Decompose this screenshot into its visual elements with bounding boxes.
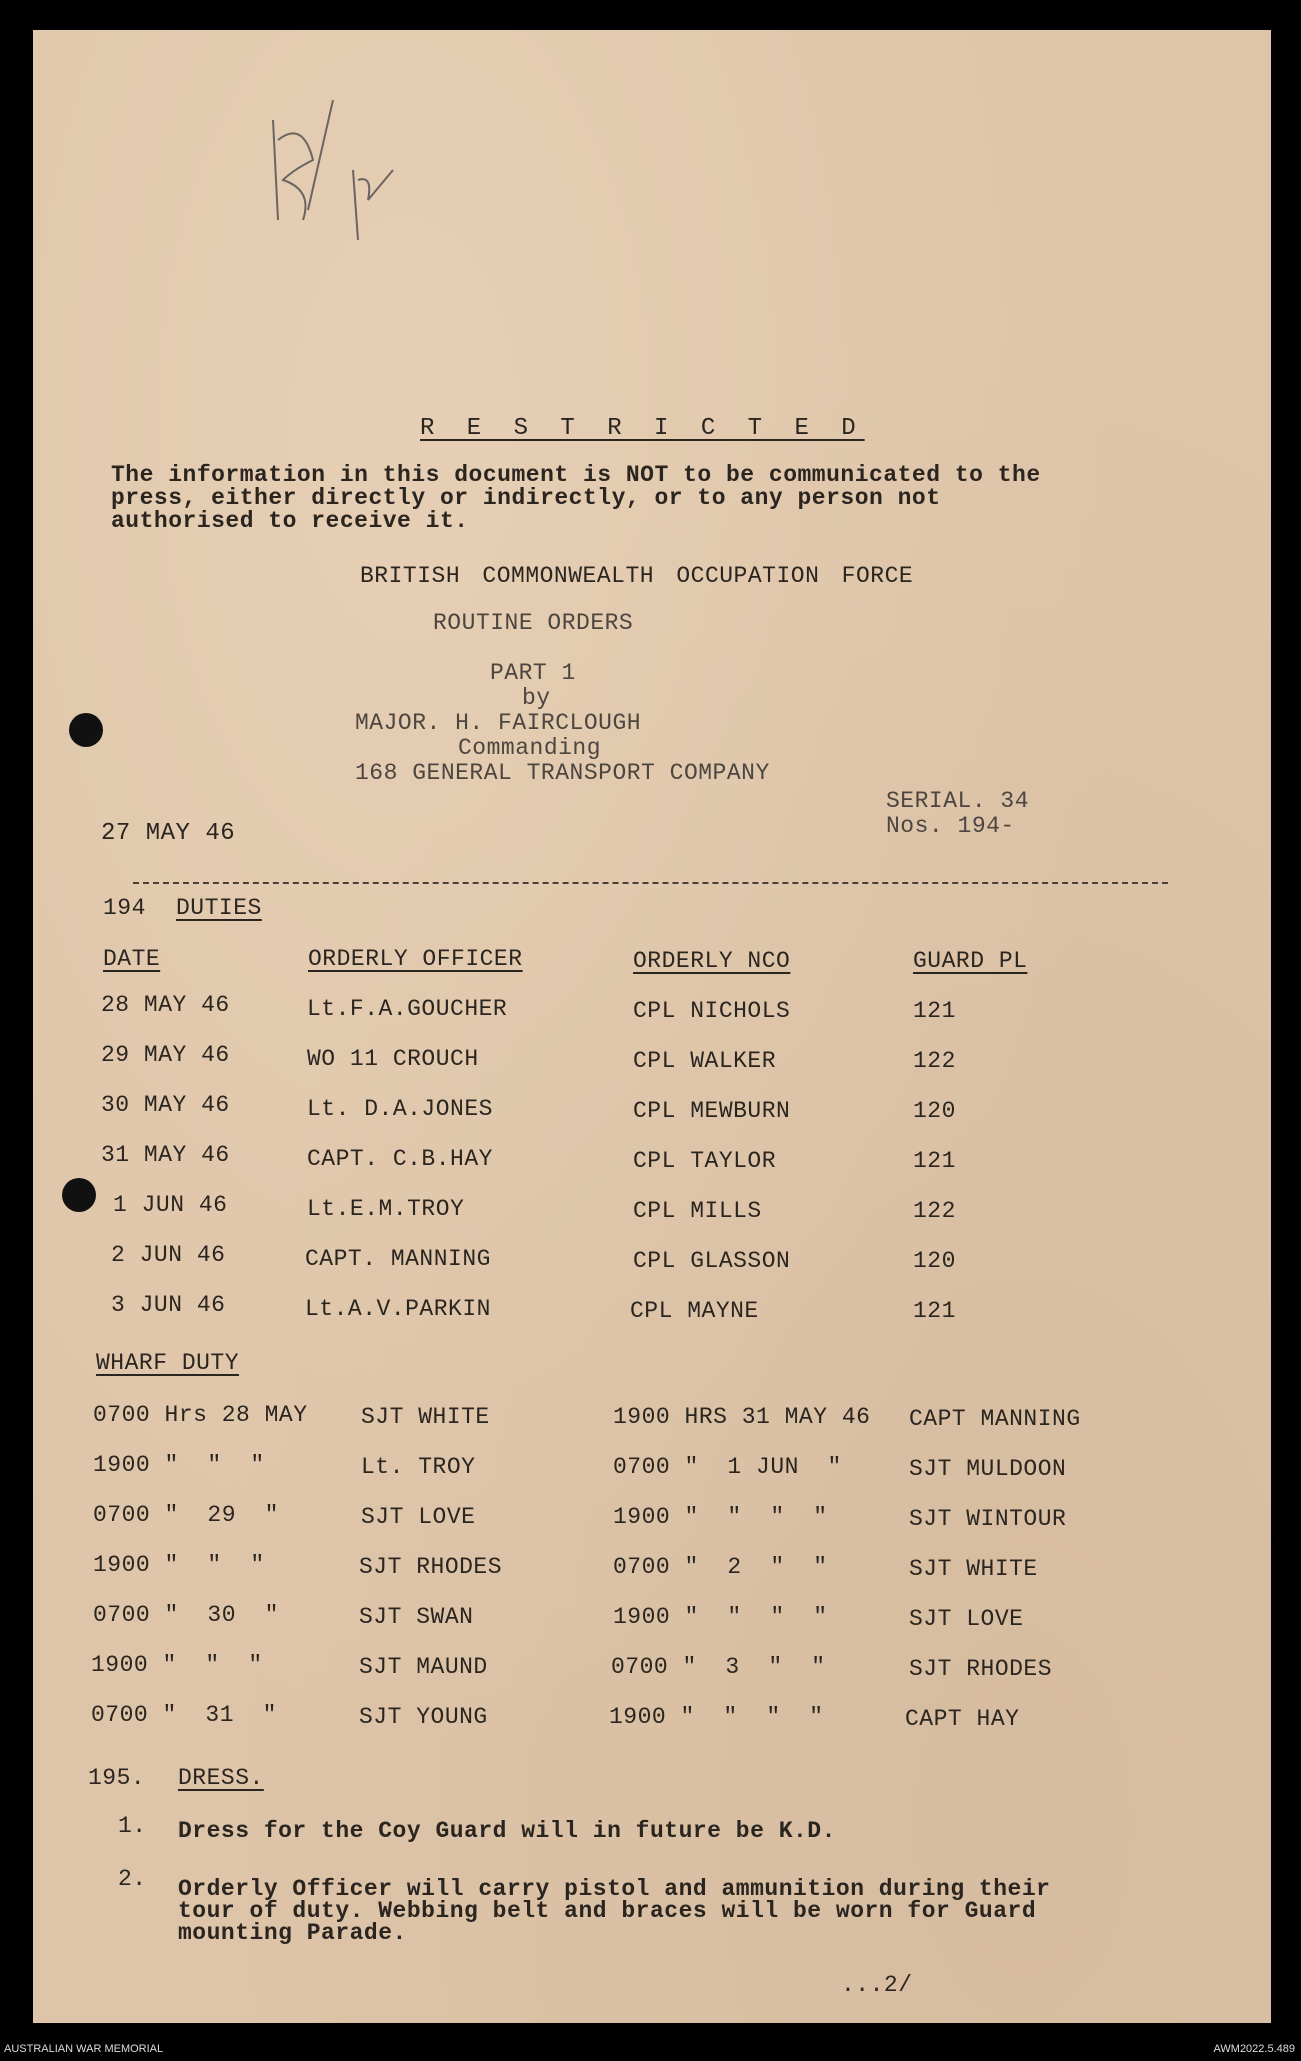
- orderly-nco: CPL MAYNE: [630, 1298, 759, 1324]
- duties-column-header: GUARD PL: [913, 948, 1028, 974]
- orderly-nco: CPL TAYLOR: [633, 1148, 777, 1174]
- orderly-officer: Lt.A.V.PARKIN: [305, 1296, 491, 1322]
- notice-line: The information in this document is NOT to be communicated to the: [111, 462, 1041, 488]
- guard-platoon: 122: [913, 1048, 956, 1074]
- wharf-time: 0700 " 1 JUN ": [613, 1454, 842, 1480]
- classification-heading: R E S T R I C T E D: [420, 415, 865, 442]
- wharf-time: 0700 " 30 ": [93, 1602, 279, 1628]
- organisation-title: BRITISH COMMONWEALTH OCCUPATION FORCE: [360, 563, 914, 589]
- dress-item-text: tour of duty. Webbing belt and braces will be worn for Guard: [178, 1898, 1037, 1924]
- order-numbers: Nos. 194-: [886, 813, 1015, 839]
- wharf-person: SJT MAUND: [359, 1654, 488, 1680]
- wharf-person: SJT LOVE: [909, 1606, 1024, 1632]
- orderly-officer: Lt.F.A.GOUCHER: [307, 996, 508, 1022]
- orderly-officer: Lt. D.A.JONES: [307, 1096, 493, 1122]
- orderly-officer: WO 11 CROUCH: [307, 1046, 479, 1072]
- wharf-time: 1900 " " ": [91, 1652, 263, 1678]
- wharf-person: SJT RHODES: [359, 1554, 503, 1580]
- duty-date: 31 MAY 46: [101, 1142, 230, 1168]
- wharf-time: 1900 " " ": [93, 1552, 265, 1578]
- wharf-time: 0700 " 2 " ": [613, 1554, 828, 1580]
- dress-item-number: 2.: [118, 1866, 147, 1892]
- orderly-nco: CPL NICHOLS: [633, 998, 791, 1024]
- commanding-label: Commanding: [458, 735, 602, 761]
- part-label: PART 1: [490, 660, 576, 686]
- commanding-officer: MAJOR. H. FAIRCLOUGH: [355, 710, 642, 736]
- footer-credit: AUSTRALIAN WAR MEMORIAL: [4, 2043, 164, 2055]
- guard-platoon: 120: [913, 1248, 956, 1274]
- duties-column-header: DATE: [103, 946, 161, 972]
- notice-line: authorised to receive it.: [111, 508, 469, 534]
- wharf-time: 1900 " " ": [93, 1452, 265, 1478]
- orderly-officer: Lt.E.M.TROY: [307, 1196, 465, 1222]
- guard-platoon: 121: [913, 1298, 956, 1324]
- duty-date: 28 MAY 46: [101, 992, 230, 1018]
- wharf-time: 0700 Hrs 28 MAY: [93, 1402, 308, 1428]
- footer-reference: AWM2022.5.489: [1213, 2043, 1295, 2055]
- duty-date: 3 JUN 46: [111, 1292, 226, 1318]
- wharf-time: 0700 " 29 ": [93, 1502, 279, 1528]
- wharf-person: Lt. TROY: [361, 1454, 476, 1480]
- orderly-nco: CPL WALKER: [633, 1048, 777, 1074]
- duties-section-title: DUTIES: [176, 895, 262, 921]
- divider-line: [133, 882, 1168, 884]
- serial-number: SERIAL. 34: [886, 788, 1030, 814]
- wharf-time: 1900 " " " ": [609, 1704, 824, 1730]
- unit-name: 168 GENERAL TRANSPORT COMPANY: [355, 760, 770, 786]
- wharf-person: SJT WHITE: [909, 1556, 1038, 1582]
- wharf-person: SJT SWAN: [359, 1604, 474, 1630]
- guard-platoon: 121: [913, 1148, 956, 1174]
- guard-platoon: 121: [913, 998, 956, 1024]
- wharf-person: CAPT MANNING: [909, 1406, 1081, 1432]
- duty-date: 2 JUN 46: [111, 1242, 226, 1268]
- duties-section-number: 194: [103, 895, 146, 921]
- document-page: [33, 30, 1271, 2023]
- order-date: 27 MAY 46: [101, 820, 236, 847]
- dress-section-number: 195.: [88, 1765, 146, 1791]
- wharf-time: 1900 HRS 31 MAY 46: [613, 1404, 871, 1430]
- orderly-nco: CPL MILLS: [633, 1198, 762, 1224]
- orderly-officer: CAPT. MANNING: [305, 1246, 491, 1272]
- wharf-person: SJT LOVE: [361, 1504, 476, 1530]
- wharf-person: SJT WINTOUR: [909, 1506, 1067, 1532]
- duty-date: 1 JUN 46: [113, 1192, 228, 1218]
- orderly-nco: CPL GLASSON: [633, 1248, 791, 1274]
- page-continuation: ...2/: [841, 1972, 913, 1998]
- wharf-duty-title: WHARF DUTY: [96, 1350, 240, 1376]
- dress-item-text: Dress for the Coy Guard will in future be K.D.: [178, 1818, 836, 1844]
- wharf-person: SJT YOUNG: [359, 1704, 488, 1730]
- wharf-person: SJT MULDOON: [909, 1456, 1067, 1482]
- dress-item-number: 1.: [118, 1813, 147, 1839]
- punch-hole: [69, 713, 103, 747]
- notice-line: press, either directly or indirectly, or to any person not: [111, 485, 941, 511]
- guard-platoon: 122: [913, 1198, 956, 1224]
- duty-date: 30 MAY 46: [101, 1092, 230, 1118]
- wharf-person: CAPT HAY: [905, 1706, 1020, 1732]
- orderly-officer: CAPT. C.B.HAY: [307, 1146, 493, 1172]
- dress-section-title: DRESS.: [178, 1765, 264, 1791]
- guard-platoon: 120: [913, 1098, 956, 1124]
- wharf-person: SJT RHODES: [909, 1656, 1053, 1682]
- by-label: by: [522, 685, 551, 711]
- dress-item-text: Orderly Officer will carry pistol and ammunition during their: [178, 1876, 1051, 1902]
- duties-column-header: ORDERLY OFFICER: [308, 946, 523, 972]
- punch-hole: [62, 1178, 96, 1212]
- orderly-nco: CPL MEWBURN: [633, 1098, 791, 1124]
- duty-date: 29 MAY 46: [101, 1042, 230, 1068]
- orders-title: ROUTINE ORDERS: [433, 610, 634, 636]
- wharf-time: 0700 " 31 ": [91, 1702, 277, 1728]
- duties-column-header: ORDERLY NCO: [633, 948, 791, 974]
- wharf-person: SJT WHITE: [361, 1404, 490, 1430]
- wharf-time: 1900 " " " ": [613, 1604, 828, 1630]
- wharf-time: 1900 " " " ": [613, 1504, 828, 1530]
- pencil-annotation-icon: [233, 80, 433, 260]
- wharf-time: 0700 " 3 " ": [611, 1654, 826, 1680]
- dress-item-text: mounting Parade.: [178, 1920, 407, 1946]
